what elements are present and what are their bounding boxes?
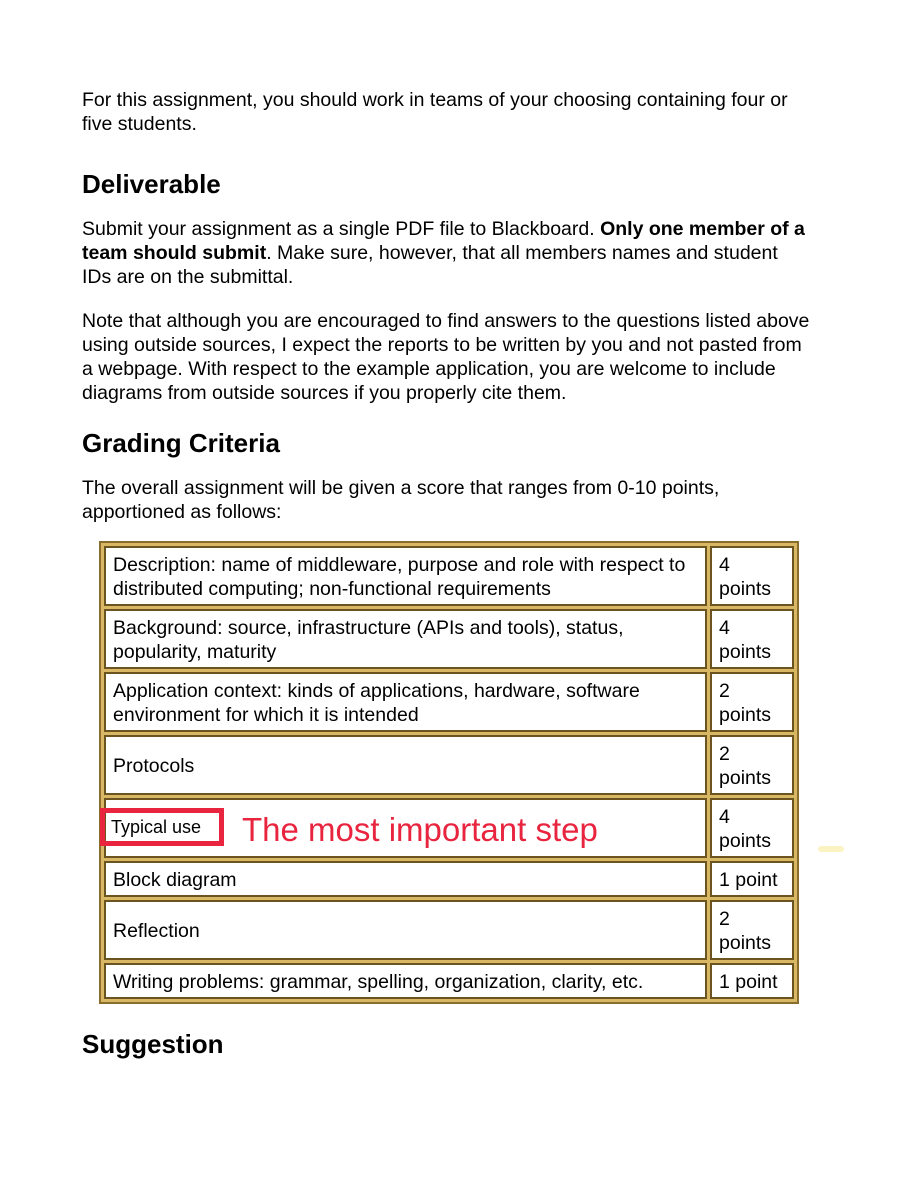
highlight-box: Typical use — [100, 808, 224, 846]
criterion-cell: Block diagram — [104, 861, 707, 897]
criterion-cell: Protocols — [104, 735, 707, 795]
suggestion-heading: Suggestion — [82, 1029, 224, 1059]
criterion-cell-highlighted — [104, 798, 707, 858]
document-body — [82, 88, 812, 524]
table-row — [104, 963, 794, 999]
grading-heading: Grading Criteria — [82, 428, 280, 458]
deliverable-text-start: Submit your assignment as a single PDF file to Blackboard. — [82, 218, 601, 240]
points-cell: 1 point — [710, 861, 794, 897]
deliverable-text-end: . Make sure, however, that all members names and student IDs are on the submittal. — [82, 242, 778, 288]
table-row — [104, 672, 794, 732]
points-cell: 4 points — [710, 798, 794, 858]
deliverable-bold-text: Only one member of a team should submit — [82, 218, 805, 264]
table-row — [104, 735, 794, 795]
note-paragraph: Note that although you are encouraged to find answers to the questions listed above using outside sources, I expect the reports to be written by you and not pasted from a webpage. With respect to the example application, you are welcome to include diagrams from outside sources if you properly cite them. — [82, 310, 810, 404]
points-cell: 2 points — [710, 735, 794, 795]
criterion-cell: Application context: kinds of applications, hardware, software environment for which it is intended — [104, 672, 707, 732]
points-cell: 1 point — [710, 963, 794, 999]
criterion-cell: Writing problems: grammar, spelling, organization, clarity, etc. — [104, 963, 707, 999]
annotation-text: The most important step — [242, 811, 598, 848]
table-row — [104, 609, 794, 669]
table-row — [104, 546, 794, 606]
grading-intro-paragraph: The overall assignment will be given a score that ranges from 0-10 points, apportioned as follows: — [82, 477, 720, 523]
intro-paragraph: For this assignment, you should work in teams of your choosing containing four or five students. — [82, 89, 788, 135]
table-row-highlighted — [104, 798, 794, 858]
points-cell: 2 points — [710, 672, 794, 732]
points-cell: 2 points — [710, 900, 794, 960]
points-cell: 4 points — [710, 546, 794, 606]
deliverable-heading: Deliverable — [82, 169, 221, 199]
grading-table — [99, 541, 799, 1004]
faint-highlight-mark — [818, 846, 844, 852]
table-row — [104, 900, 794, 960]
points-cell: 4 points — [710, 609, 794, 669]
deliverable-paragraph — [82, 217, 812, 289]
criterion-cell: Background: source, infrastructure (APIs and tools), status, popularity, maturity — [104, 609, 707, 669]
criterion-cell: Reflection — [104, 900, 707, 960]
table-row — [104, 861, 794, 897]
criterion-cell: Description: name of middleware, purpose and role with respect to distributed computing; non-functional requirements — [104, 546, 707, 606]
